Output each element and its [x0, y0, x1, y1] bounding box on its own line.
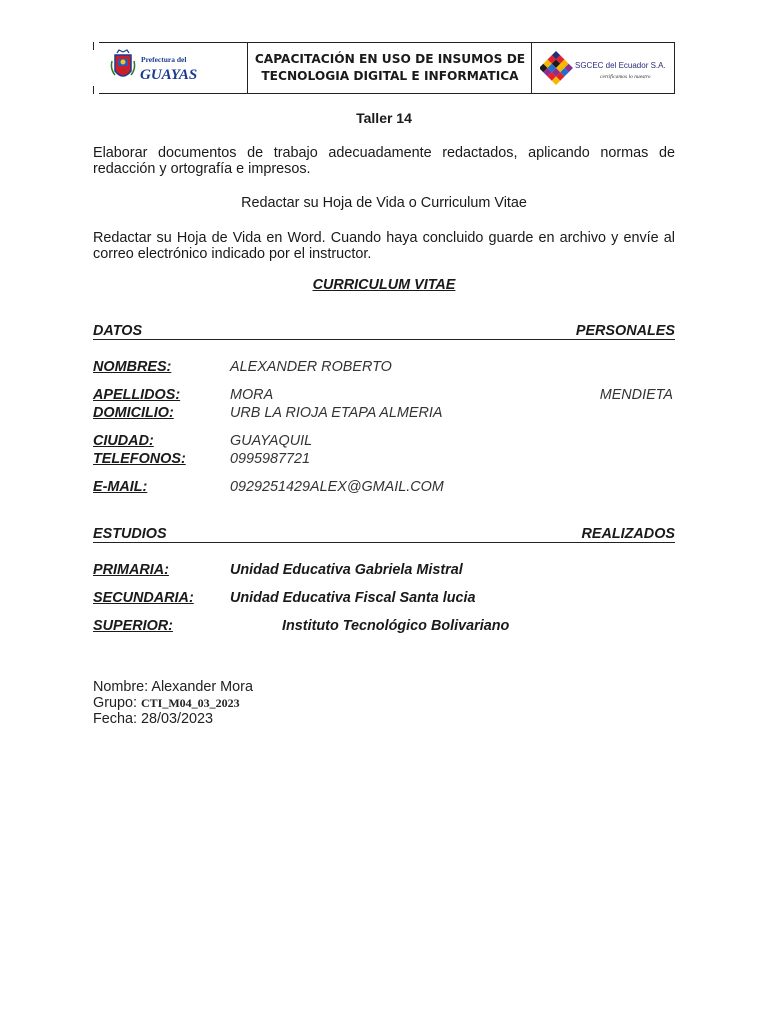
secundaria-label: SECUNDARIA:	[93, 590, 194, 606]
apellidos-value-1: MORA	[230, 387, 274, 403]
logo-sgcec-tagline: certificamos lo nuestro	[600, 74, 651, 80]
estudios-section-right: REALIZADOS	[581, 526, 675, 542]
header-title	[248, 43, 532, 93]
datos-personales-header	[93, 322, 675, 340]
telefonos-value: 0995987721	[230, 451, 311, 467]
secundaria-value: Unidad Educativa Fiscal Santa lucia	[230, 590, 476, 606]
cv-title: CURRICULUM VITAE	[312, 277, 456, 293]
email-label: E-MAIL:	[93, 479, 148, 495]
header-title-line2: TECNOLOGIA DIGITAL E INFORMATICA	[261, 69, 519, 83]
logo-sgcec-text: SGCEC del Ecuador S.A.	[575, 61, 666, 70]
subtitle-line: Redactar su Hoja de Vida o Curriculum Vitae	[241, 195, 527, 211]
telefonos-label: TELEFONOS:	[93, 451, 186, 467]
sgcec-logo	[540, 51, 670, 85]
datos-section-left: DATOS	[93, 323, 143, 339]
intro-paragraph: Elaborar documentos de trabajo adecuadamente redactados, aplicando normas de redacción y ortografía e impresos.	[93, 145, 675, 177]
estudios-realizados-header	[93, 525, 675, 543]
email-value: 0929251429ALEX@GMAIL.COM	[230, 479, 444, 495]
domicilio-value: URB LA RIOJA ETAPA ALMERIA	[230, 405, 443, 421]
datos-section-right: PERSONALES	[575, 323, 675, 339]
footer-fecha: Fecha: 28/03/2023	[93, 711, 214, 727]
superior-label: SUPERIOR:	[93, 618, 173, 634]
primaria-label: PRIMARIA:	[93, 562, 169, 578]
footer-grupo-label: Grupo:	[93, 695, 137, 711]
document-header	[93, 42, 675, 94]
domicilio-label: DOMICILIO:	[93, 405, 174, 421]
prefectura-guayas-logo	[109, 49, 213, 87]
taller-title: Taller 14	[356, 110, 412, 126]
footer-nombre: Nombre: Alexander Mora	[93, 679, 253, 695]
logo-prefectura-text: Prefectura del	[141, 55, 187, 64]
superior-value: Instituto Tecnológico Bolivariano	[282, 618, 510, 634]
ciudad-value: GUAYAQUIL	[230, 433, 313, 449]
nombres-label: NOMBRES:	[93, 359, 172, 375]
nombres-value: ALEXANDER ROBERTO	[230, 359, 392, 375]
apellidos-label: APELLIDOS:	[93, 387, 181, 403]
footer-grupo	[93, 695, 240, 711]
estudios-section-left: ESTUDIOS	[93, 526, 167, 542]
ciudad-label: CIUDAD:	[93, 433, 154, 449]
logo-guayas-text: GUAYAS	[140, 67, 198, 83]
instructions-paragraph: Redactar su Hoja de Vida en Word. Cuando haya concluido guarde en archivo y envíe al correo electrónico indicado por el instructor.	[93, 230, 675, 262]
header-title-line1: CAPACITACIÓN EN USO DE INSUMOS DE	[254, 52, 526, 66]
footer-grupo-value: CTI_M04_03_2023	[141, 696, 240, 710]
apellidos-value-2: MENDIETA	[599, 387, 673, 403]
primaria-value: Unidad Educativa Gabriela Mistral	[230, 562, 463, 578]
